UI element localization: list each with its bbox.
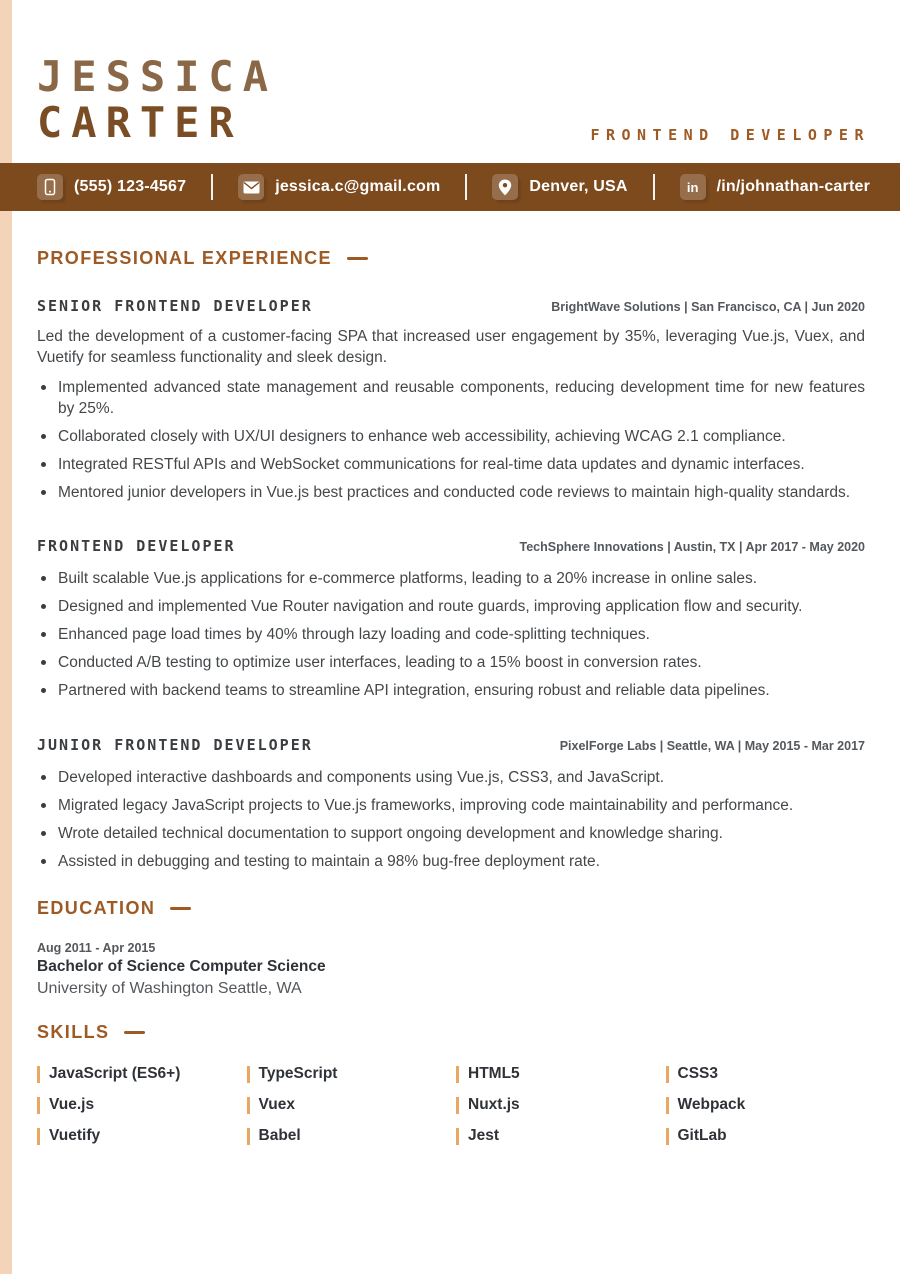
job-header	[37, 297, 865, 315]
job-bullet: Assisted in debugging and testing to maintain a 98% bug-free deployment rate.	[37, 852, 865, 873]
skill-item: HTML5	[456, 1065, 656, 1083]
contact-phone	[37, 174, 186, 200]
heading-dash	[347, 257, 368, 261]
job-entry-frontend-developer	[37, 537, 865, 702]
contact-location	[492, 174, 627, 200]
contact-linkedin	[680, 174, 870, 200]
location-icon	[492, 174, 518, 200]
skill-bar-icon	[247, 1097, 250, 1114]
heading-dash	[170, 907, 191, 911]
resume-body	[0, 248, 900, 1145]
job-bullet-list	[37, 378, 865, 503]
skill-item: GitLab	[666, 1127, 866, 1145]
skill-bar-icon	[456, 1066, 459, 1083]
skill-item: Webpack	[666, 1096, 866, 1114]
skill-bar-icon	[456, 1128, 459, 1145]
skill-item: CSS3	[666, 1065, 866, 1083]
skill-bar-icon	[666, 1097, 669, 1114]
job-bullet: Built scalable Vue.js applications for e-commerce platforms, leading to a 20% increase in online sales.	[37, 569, 865, 590]
phone-number: (555) 123-4567	[74, 178, 187, 195]
skill-bar-icon	[247, 1128, 250, 1145]
job-bullet: Integrated RESTful APIs and WebSocket communications for real-time data updates and dynamic interfaces.	[37, 455, 865, 476]
education-heading-label: EDUCATION	[37, 898, 156, 918]
contact-separator	[653, 174, 655, 200]
job-bullet: Conducted A/B testing to optimize user interfaces, leading to a 15% boost in conversion rates.	[37, 653, 865, 674]
skills-heading-label: SKILLS	[37, 1022, 110, 1042]
skill-item: Nuxt.js	[456, 1096, 656, 1114]
resume-header	[0, 0, 900, 146]
job-bullet: Migrated legacy JavaScript projects to Vue.js frameworks, improving code maintainability and performance.	[37, 796, 865, 817]
candidate-role-title: FRONTEND DEVELOPER	[590, 126, 870, 144]
contact-separator	[211, 174, 213, 200]
skill-item: Jest	[456, 1127, 656, 1145]
education-school: University of Washington Seattle, WA	[37, 980, 302, 997]
contact-email	[238, 174, 440, 200]
skill-bar-icon	[456, 1097, 459, 1114]
email-address: jessica.c@gmail.com	[275, 178, 441, 195]
skill-bar-icon	[37, 1066, 40, 1083]
section-heading-skills	[37, 1022, 865, 1043]
job-summary: Led the development of a customer-facing SPA that increased user engagement by 35%, leveraging Vue.js, Vuex, and Vuetify for seamless functionality and sleek design.	[37, 328, 865, 366]
education-date-range: Aug 2011 - Apr 2015	[37, 941, 156, 955]
skill-bar-icon	[247, 1066, 250, 1083]
job-entry-senior-frontend-developer	[37, 297, 865, 503]
skill-bar-icon	[37, 1097, 40, 1114]
heading-dash	[124, 1031, 145, 1035]
linkedin-handle: /in/johnathan-carter	[716, 178, 870, 195]
job-bullet: Wrote detailed technical documentation to support ongoing development and knowledge sharing.	[37, 824, 865, 845]
section-heading-experience	[37, 248, 865, 269]
job-header	[37, 736, 865, 754]
contact-separator	[465, 174, 467, 200]
skill-bar-icon	[666, 1066, 669, 1083]
linkedin-icon: in	[680, 174, 706, 200]
job-meta: BrightWave Solutions | San Francisco, CA | Jun 2020	[551, 300, 865, 314]
job-bullet: Designed and implemented Vue Router navigation and route guards, improving application flow and security.	[37, 597, 865, 618]
skill-item: JavaScript (ES6+)	[37, 1065, 237, 1083]
skills-grid	[37, 1065, 865, 1145]
skill-item: Babel	[247, 1127, 447, 1145]
job-bullet-list	[37, 569, 865, 702]
skill-item: Vue.js	[37, 1096, 237, 1114]
contact-bar	[0, 163, 900, 211]
email-icon	[238, 174, 264, 200]
candidate-first-name: JESSICA	[37, 52, 278, 101]
job-bullet-list	[37, 768, 865, 873]
job-bullet: Enhanced page load times by 40% through lazy loading and code-splitting techniques.	[37, 625, 865, 646]
section-heading-education	[37, 898, 865, 919]
job-entry-junior-frontend-developer	[37, 736, 865, 873]
job-header	[37, 537, 865, 555]
education-degree: Bachelor of Science Computer Science	[37, 958, 326, 975]
job-bullet: Mentored junior developers in Vue.js best practices and conducted code reviews to maintain high-quality standards.	[37, 483, 865, 504]
job-bullet: Collaborated closely with UX/UI designers to enhance web accessibility, achieving WCAG 2.1 compliance.	[37, 427, 865, 448]
skill-item: TypeScript	[247, 1065, 447, 1083]
job-title: JUNIOR FRONTEND DEVELOPER	[37, 735, 313, 754]
job-bullet: Implemented advanced state management and reusable components, reducing development time for new features by 25%.	[37, 378, 865, 419]
phone-icon	[37, 174, 63, 200]
skill-item: Vuex	[247, 1096, 447, 1114]
skill-bar-icon	[37, 1128, 40, 1145]
experience-heading-label: PROFESSIONAL EXPERIENCE	[37, 248, 332, 268]
job-title: FRONTEND DEVELOPER	[37, 537, 236, 555]
job-bullet: Partnered with backend teams to streamline API integration, ensuring robust and reliable data pipelines.	[37, 681, 865, 702]
education-entry	[37, 941, 865, 998]
job-bullet: Developed interactive dashboards and components using Vue.js, CSS3, and JavaScript.	[37, 768, 865, 789]
skill-item: Vuetify	[37, 1127, 237, 1145]
candidate-last-name: CARTER	[37, 98, 243, 147]
skill-bar-icon	[666, 1128, 669, 1145]
location-text: Denver, USA	[529, 178, 628, 195]
job-meta: PixelForge Labs | Seattle, WA | May 2015 - Mar 2017	[559, 738, 865, 753]
job-title: SENIOR FRONTEND DEVELOPER	[37, 297, 313, 315]
job-meta: TechSphere Innovations | Austin, TX | Apr 2017 - May 2020	[519, 540, 865, 554]
